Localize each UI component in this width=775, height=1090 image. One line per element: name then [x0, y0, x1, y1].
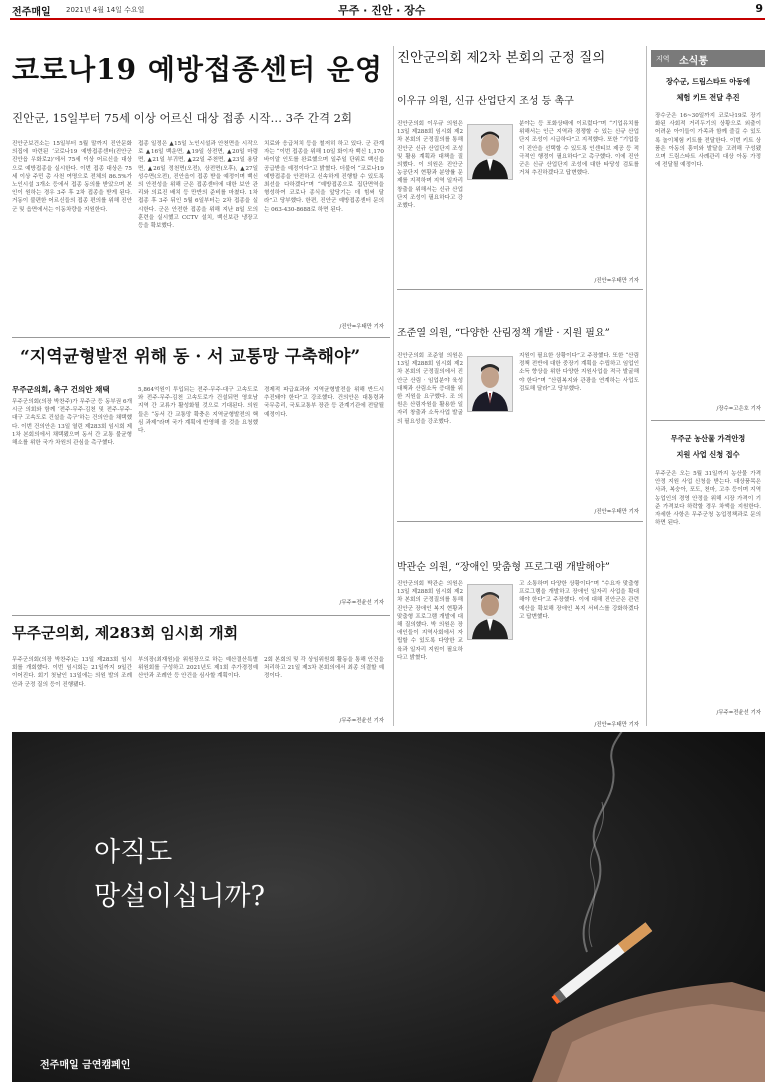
ad-headline-line2: 망설이십니까? — [94, 881, 265, 912]
article-covid-vaccination — [12, 48, 387, 333]
brief-headline-2a: 무주군 농산물 가격안정 — [670, 434, 746, 443]
sidebar-header — [651, 50, 765, 67]
portrait-park — [467, 584, 513, 640]
divider — [12, 337, 390, 338]
subhead-jo: 조준열 의원, “다양한 산림정책 개발 · 지원 필요” — [397, 328, 610, 339]
body-park-1: 진안군의회 박관순 의원은 13일 제288회 임시회 제2차 본회의 군정질의를 통해 진안군 장애인 복지 현황과 맞춤형 프로그램 개발에 대해 질의했다. 박 의원은 장애인들이 지역사회에서 자립할 수 있도록 다양한 교육과 일자리 지원이 필요하다고 밝혔다. — [397, 581, 463, 661]
issue-date: 2021년 4월 14일 수요일 — [66, 6, 145, 14]
body-column-2: 부의장(최재원)을 위원장으로 하는 예산결산특별위원회를 구성하고 2021년도 제1회 추가경정예산안과 조례안 등 안건을 심사할 계획이다. — [138, 657, 258, 680]
brief-headline-1a: 장수군, 드림스타트 아동에 — [665, 77, 751, 86]
article-council-session — [12, 622, 390, 727]
body-column-3: 2회 본회의 및 각 상임위원회 활동을 통해 안건을 처리하고 21일 제3차 본회의에서 최종 의결할 예정이다. — [264, 657, 384, 680]
byline: /무주=전윤선 기자 — [339, 600, 384, 606]
ad-footer: 전주매일 금연캠페인 — [40, 1060, 131, 1071]
subhead-park: 박관순 의원, “장애인 맞춤형 프로그램 개발해야” — [397, 562, 610, 573]
divider — [397, 289, 643, 290]
body-column-2: 접종 일정은 ▲15일 노인시설과 안천면을 시작으로 ▲16일 백운면, ▲19일 상전면, ▲20일 마령면, ▲21일 부귀면, ▲22일 주천면, ▲23일 용담면, ▲26일 정천면(오전), 상전면(오후), ▲27일 성수면(오전), 진안읍이 접종 받을 예정이며 백신의 안전성을 위해 군은 접종센터에 대한 보안 관리와 의료진 배치 등 만반의 준비를 마쳤다. 1차 접종 후 3주 뒤인 5월 6일부터는 2차 접종을 실시한다. 군은 안전한 접종을 위해 지난 8일 모의 훈련을 실시했고 CCTV 설치, 백신보관 냉장고 등을 확보했다. — [138, 141, 258, 230]
body-lee-2: 분야는 등 포화상태에 이르렀다”며 “기업유치를 위해서는 인근 지역과 경쟁할 수 있는 신규 산업단지 조성이 시급하다”고 지적했다. 또한 “기업들이 진안을 선택할 수 있도록 인센티브 제공 등 적극적인 행정이 필요하다”고 촉구했다. 이에 진안군은 신규 산업단지 조성에 대한 타당성 검토를 거쳐 추진하겠다고 답변했다. — [519, 121, 639, 177]
body-jo-2: 지원이 필요한 상황이다”고 주장했다. 또한 “산림정책 전반에 대한 중장기 계획을 수립하고 임업인 소득 향상을 위한 다양한 지원사업을 적극 발굴해야 한다”며 “산림복지와 관광을 연계하는 사업도 검토해 달라”고 당부했다. — [519, 353, 639, 392]
headline: 진안군의회 제2차 본회의 군정 질의 — [397, 50, 606, 66]
divider — [651, 420, 765, 421]
brief-headline-2b: 지원 사업 신청 접수 — [676, 450, 740, 459]
brief-headline-1b: 체험 키트 전달 추진 — [676, 93, 740, 102]
masthead-logo: 전주매일 — [12, 7, 51, 18]
byline-park: /진안=우태만 기자 — [594, 722, 639, 728]
body-column-2: 5,864억원이 투입되는 전주-무주-대구 고속도로와 전주-무주-김천 고속도로가 건설되면 영호남 지역 간 교류가 활성화될 것으로 기대된다. 의원들은 “동서 간 교통망 확충은 지역균형발전의 핵심 과제”라며 국가 계획에 반영해 줄 것을 요청했다. — [138, 387, 258, 435]
page-number: 9 — [755, 2, 763, 15]
headline: “지역균형발전 위해 동 · 서 교통망 구축해야” — [20, 347, 361, 367]
ad-headline-line1: 아직도 — [94, 837, 173, 868]
subheadline: 진안군, 15일부터 75세 이상 어르신 대상 접종 시작… 3주 간격 2회 — [12, 111, 353, 125]
header-rule — [10, 18, 765, 20]
section-title: 무주 · 진안 · 장수 — [338, 4, 426, 17]
byline-jo: /진안=우태만 기자 — [594, 509, 639, 515]
divider — [397, 521, 643, 522]
body-column-3: 경제적 파급효과와 지역균형발전을 위해 반드시 추진돼야 한다”고 강조했다. 건의안은 대통령과 국무총리, 국토교통부 장관 등 관계기관에 전달될 예정이다. — [264, 387, 384, 418]
byline: /진안=우태만 기자 — [339, 324, 384, 330]
article-transport-network — [12, 342, 390, 612]
body-lee-1: 진안군의회 이우규 의원은 13일 제288회 임시회 제2차 본회의 군정질의를 통해 진안군 신규 산업단지 조성 및 활용 계획과 대책을 질의했다. 이 의원은 진안군 농공단지 현황과 분양률 문제를 지적하며 지역 일자리 창출을 위해서는 신규 산업단지 조성이 필요하다고 강조했다. — [397, 121, 463, 210]
brief-body-2: 무주군은 오는 5월 31일까지 농산물 가격안정 지원 사업 신청을 받는다. 대상품목은 사과, 복숭아, 포도, 천마, 고추 등이며 지역 농업인의 경영 안정을 위해 시장 가격이 기준 가격보다 하락할 경우 차액을 지원한다. 자세한 사항은 무주군청 농업정책과로 문의하면 된다. — [655, 471, 761, 527]
headline: 무주군의회, 제283회 임시회 개회 — [12, 624, 239, 642]
subhead-lee: 이우규 의원, 신규 산업단지 조성 등 촉구 — [397, 96, 574, 107]
brief-body-1: 장수군은 16~30일까지 코로나19로 장기화된 사회적 거리두기의 상황으로 외출이 어려운 아이들이 가족과 함께 즐길 수 있도록 놀이체험 키트를 전달한다. 이번 키트 상품은 아동의 흥미와 발달을 고려해 구성됐으며 드림스타트 사례관리 대상 아동 가정에 전달될 예정이다. — [655, 113, 761, 169]
sidebar-label: 지역 — [656, 55, 670, 63]
body-column-1: 무주군의회(의장 박찬주)가 무주군 등 동부권 6개 시군 의회와 함께 ‘전주-무주-김천 및 전주-무주-대구 고속도로 건설을 촉구’하는 건의안을 채택했다. 이번 건의안은 13일 열린 제283회 임시회 제1차 본회의에서 채택됐으며 동서 간 교통 불균형 해소를 위한 국가 차원의 관심을 촉구했다. — [12, 399, 132, 447]
sidebar-news-brief — [651, 50, 765, 726]
portrait-lee — [467, 124, 513, 180]
column-divider — [393, 46, 394, 726]
anti-smoking-ad — [12, 732, 765, 1082]
subheadline: 무주군의회, 촉구 건의안 채택 — [12, 385, 110, 394]
sidebar-title: 소식통 — [679, 56, 708, 67]
article-council-questions — [397, 46, 643, 728]
column-divider — [646, 46, 647, 726]
divider — [12, 615, 390, 616]
body-column-3: 치료와 응급처치 등을 철저히 하고 있다. 군 관계자는 “이번 접종을 위해 10일 화이자 백신 1,170바이알 인도를 완료했으며 일주일 단위로 백신을 공급받을 예정이다”고 밝혔다. 더불어 “코로나19 예방접종을 안전하고 신속하게 진행할 수 있도록 최선을 다하겠다”며 “예방접종으로 집단면역을 형성하여 코로나 종식을 앞당기는 데 힘써 달라”고 당부했다. 한편, 진안군 예방접종센터 문의는 063-430-8688로 하면 된다. — [264, 141, 384, 213]
headline: 코로나19 예방접종센터 운영 — [12, 53, 383, 86]
body-column-1: 무주군의회(의장 박찬주)는 13일 제283회 임시회를 개회했다. 이번 임시회는 21일까지 9일간 이어진다. 회기 첫날인 13일에는 의원 발의 조례안과 군정 질의 등이 진행됐다. — [12, 657, 132, 688]
brief-byline-1: /장수=고은호 기자 — [716, 406, 761, 412]
portrait-jo — [467, 356, 513, 412]
byline: /무주=전윤선 기자 — [339, 718, 384, 724]
body-park-2: 고 소통하며 다양한 상황이다”며 “수요자 맞춤형 프로그램을 개발하고 장애인 일자리 사업을 확대해야 한다”고 주장했다. 이에 대해 진안군은 관련 예산을 확보해 장애인 복지 서비스를 강화하겠다고 답변했다. — [519, 581, 639, 620]
byline-lee: /진안=우태만 기자 — [594, 278, 639, 284]
brief-byline-2: /무주=전윤선 기자 — [716, 710, 761, 716]
body-column-1: 진안군보건소는 15일부터 5월 말까지 진안문화의집에 마련된 ‘코로나19 예방접종센터(진안군 진안읍 우화로2)’에서 75세 이상 어르신을 대상으로 예방접종을 실시한다. 이번 접종 대상은 75세 이상 주민 총 사천 여명으로 전체의 86.5%가 노인시설 3개소 등에서 접종 동의를 받았으며 본인이 원하는 경우 3주 후 2차 접종을 받게 된다. 거동이 불편한 어르신들의 접종 편의를 위해 진안군 및 읍면에서는 이동차량을 지원한다. — [12, 141, 132, 213]
body-jo-1: 진안군의회 조준열 의원은 13일 제288회 임시회 제2차 본회의 군정질의에서 진안군 산림 · 임업분야 육성 대책과 산림소득 증대를 위한 지원을 요구했다. 조 의원은 산림자원을 활용한 일자리 창출과 소득사업 발굴의 필요성을 강조했다. — [397, 353, 463, 425]
